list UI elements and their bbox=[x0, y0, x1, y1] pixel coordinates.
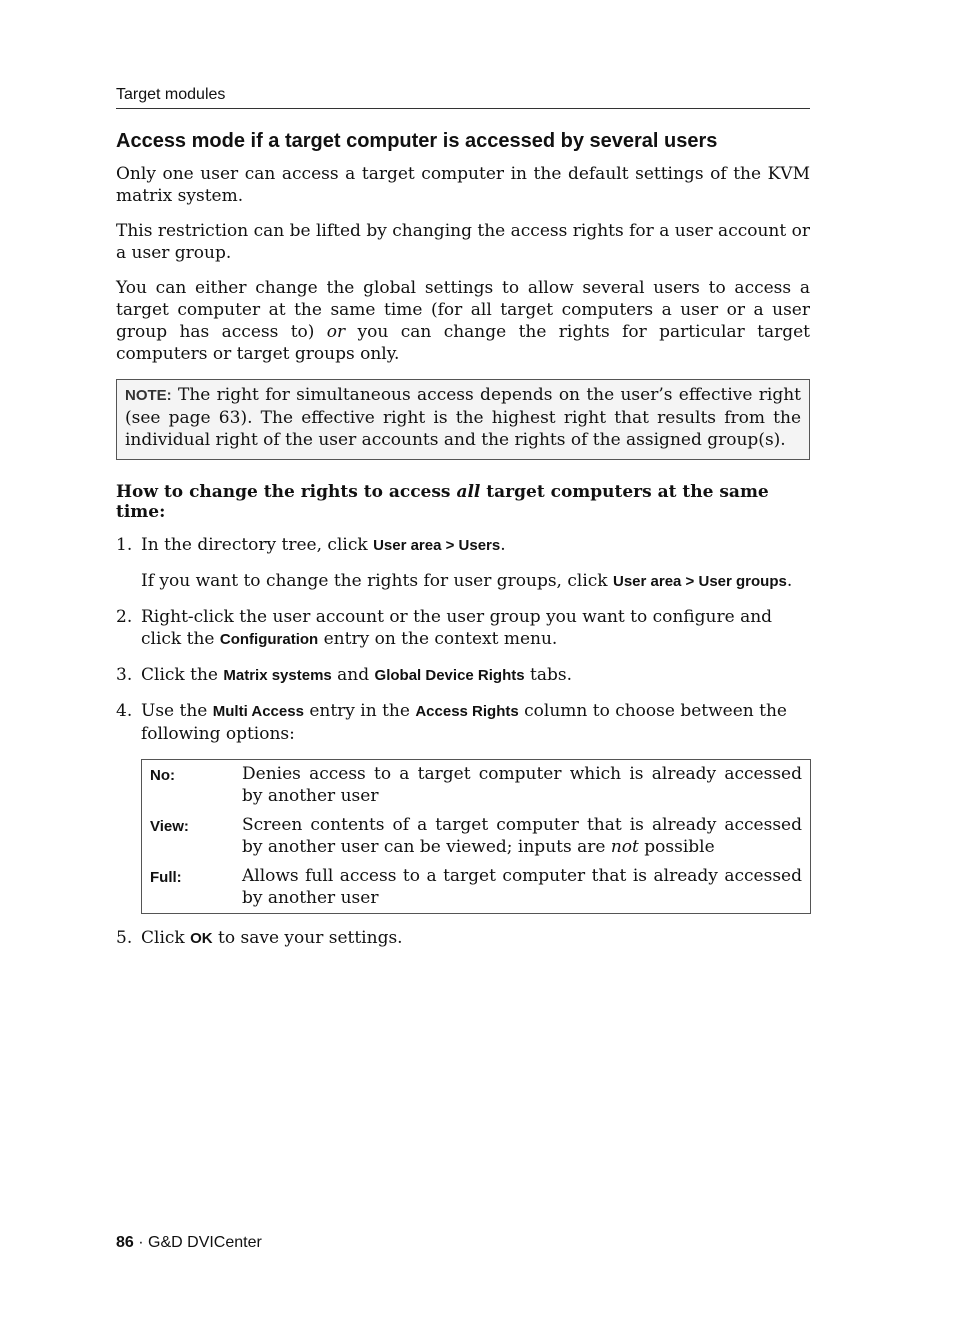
step-1-sub bbox=[141, 570, 810, 593]
page-footer bbox=[116, 1234, 262, 1252]
footer-separator: · bbox=[133, 1234, 149, 1251]
option-description bbox=[234, 811, 811, 862]
step-number: 3. bbox=[116, 665, 133, 685]
section-title: Access mode if a target computer is accessed by several users bbox=[116, 130, 718, 152]
step-1 bbox=[116, 534, 810, 593]
footer-product: G&D DVICenter bbox=[148, 1234, 262, 1251]
option-key: View: bbox=[150, 818, 189, 835]
ui-label-multi-access: Multi Access bbox=[212, 703, 304, 720]
paragraph-options bbox=[116, 277, 810, 365]
step-text: Right-click the user account or the user group you want to configure and click the bbox=[141, 607, 773, 649]
howto-before: How to change the rights to access bbox=[116, 482, 457, 502]
ui-label-matrix-systems: Matrix systems bbox=[223, 667, 332, 684]
option-text: possible bbox=[638, 837, 715, 857]
paragraph-options-part1: You can either change the global settings to allow several users to access a target computer at the same time (for all target computers a user or a user group has access to) bbox=[116, 278, 810, 342]
step-number: 1. bbox=[116, 535, 133, 555]
step-text: . bbox=[786, 571, 793, 591]
note-text: The right for simultaneous access depends on the user’s effective right (see page 63). The effective right is the highest right that results from the individual right of the user accounts and the rights of the assigned group(s). bbox=[125, 385, 801, 450]
step-text: and bbox=[331, 665, 375, 685]
step-text: Click bbox=[141, 928, 191, 948]
option-description: Denies access to a target computer which is already accessed by another user bbox=[242, 764, 802, 806]
ui-label-user-area-users: User area > Users bbox=[373, 537, 501, 554]
table-row bbox=[142, 760, 811, 812]
page-number: 86 bbox=[116, 1234, 134, 1251]
step-4 bbox=[116, 700, 810, 914]
option-text: Screen contents of a target computer that is already accessed by another user can be viewed; inputs are bbox=[242, 815, 802, 857]
table-row bbox=[142, 811, 811, 862]
step-3 bbox=[116, 664, 810, 687]
step-text: If you want to change the rights for user groups, click bbox=[141, 571, 613, 591]
step-text: In the directory tree, click bbox=[141, 535, 374, 555]
paragraph-options-or: or bbox=[326, 322, 346, 342]
ui-label-access-rights: Access Rights bbox=[415, 703, 519, 720]
option-emph: not bbox=[610, 837, 639, 857]
ui-label-global-device-rights: Global Device Rights bbox=[374, 667, 525, 684]
howto-heading bbox=[116, 482, 810, 522]
howto-emph: all bbox=[456, 482, 481, 502]
step-number: 5. bbox=[116, 928, 133, 948]
option-key: Full: bbox=[150, 869, 182, 886]
step-text: Use the bbox=[141, 701, 213, 721]
howto-after: target computers at the same time: bbox=[116, 482, 769, 522]
ui-label-configuration: Configuration bbox=[219, 631, 319, 648]
step-text: entry on the context menu. bbox=[318, 629, 558, 649]
option-key: No: bbox=[150, 767, 175, 784]
step-text: entry in the bbox=[303, 701, 416, 721]
note-label: NOTE: bbox=[125, 387, 172, 404]
ui-label-ok: OK bbox=[190, 930, 213, 947]
options-table bbox=[141, 759, 811, 914]
step-text: to save your settings. bbox=[212, 928, 403, 948]
step-text: Click the bbox=[141, 665, 224, 685]
step-number: 2. bbox=[116, 607, 133, 627]
paragraph-restriction: This restriction can be lifted by changing the access rights for a user account or a user group. bbox=[116, 221, 810, 263]
option-description: Allows full access to a target computer that is already accessed by another user bbox=[242, 866, 802, 908]
step-text: tabs. bbox=[524, 665, 572, 685]
step-text: column to choose between the following options: bbox=[141, 701, 787, 744]
step-number: 4. bbox=[116, 701, 133, 721]
page-content bbox=[116, 86, 810, 963]
running-header: Target modules bbox=[116, 86, 810, 109]
paragraph-default-access: Only one user can access a target computer in the default settings of the KVM matrix system. bbox=[116, 164, 810, 206]
table-row bbox=[142, 862, 811, 914]
step-text: . bbox=[500, 535, 506, 555]
paragraph-options-part2: you can change the rights for particular target computers or target groups only. bbox=[116, 322, 810, 364]
note-box bbox=[116, 379, 810, 460]
step-2 bbox=[116, 606, 810, 651]
step-5 bbox=[116, 927, 810, 950]
ui-label-user-area-user-groups: User area > User groups bbox=[613, 573, 787, 590]
steps-list bbox=[116, 534, 810, 950]
